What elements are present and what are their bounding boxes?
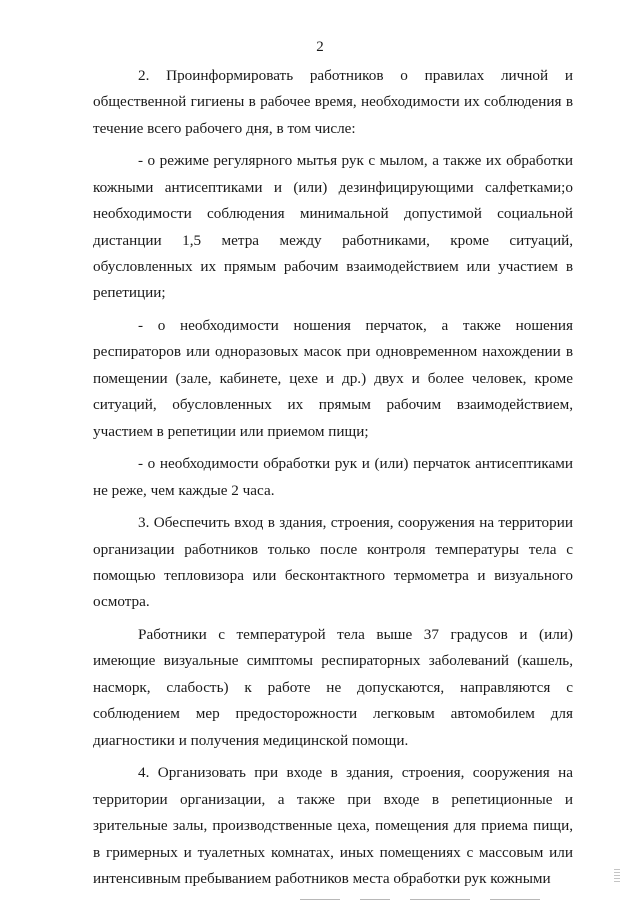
page-number: 2 — [316, 39, 324, 55]
scan-mark — [300, 899, 340, 900]
paragraph-item-2: 2. Проинформировать работников о правилах личной и общественной гигиены в рабочее время, необходимости их соблюдения в течение всего рабочего дня, в том числе: — [93, 67, 573, 137]
document-body — [93, 63, 573, 899]
paragraph-handwashing-distance: - о режиме регулярного мытья рук с мылом, а также их обработки кожными антисептиками и (или) дезинфицирующими салфетками;о необходимости соблюдения минимальной допустимой социальной дистанции 1,5 метра между работниками, кроме ситуаций, обусловленных их прямым рабочим взаимодействием или участием в репетиции; — [93, 152, 573, 302]
scan-artifacts — [0, 885, 640, 905]
paragraph-gloves-masks: - о необходимости ношения перчаток, а также ношения респираторов или одноразовых масок при одновременном нахождении в помещении (зале, кабинете, цехе и др.) двух и более человек, кроме ситуаций, обусловленных их прямым рабочим взаимодействием, участием в репетиции или приемом пищи; — [93, 317, 573, 440]
paragraph-item-4: 4. Организовать при входе в здания, строения, сооружения на территории организации, а также при входе в репетиционные и зрительные залы, производственные цеха, помещения для приема пищи, в гримерных и туалетных комнатах, иных помещениях с массовым или интенсивным пребыванием работников места обработки рук кожными — [93, 764, 573, 887]
paragraph-antiseptic-frequency: - о необходимости обработки рук и (или) перчаток антисептиками не реже, чем каждые 2 часа. — [93, 455, 573, 499]
scan-mark — [410, 899, 470, 900]
paragraph-item-3: 3. Обеспечить вход в здания, строения, сооружения на территории организации работников только после контроля температуры тела с помощью тепловизора или бесконтактного термометра и визуального осмотра. — [93, 514, 573, 611]
scan-mark — [490, 899, 540, 900]
corner-stamp-mark — [612, 867, 622, 897]
scan-mark — [360, 899, 390, 900]
paragraph-temperature-rule: Работники с температурой тела выше 37 градусов и (или) имеющие визуальные симптомы респираторных заболеваний (кашель, насморк, слабость) к работе не допускаются, направляются с соблюдением мер предосторожности легковым автомобилем для диагностики и получения медицинской помощи. — [93, 626, 573, 749]
